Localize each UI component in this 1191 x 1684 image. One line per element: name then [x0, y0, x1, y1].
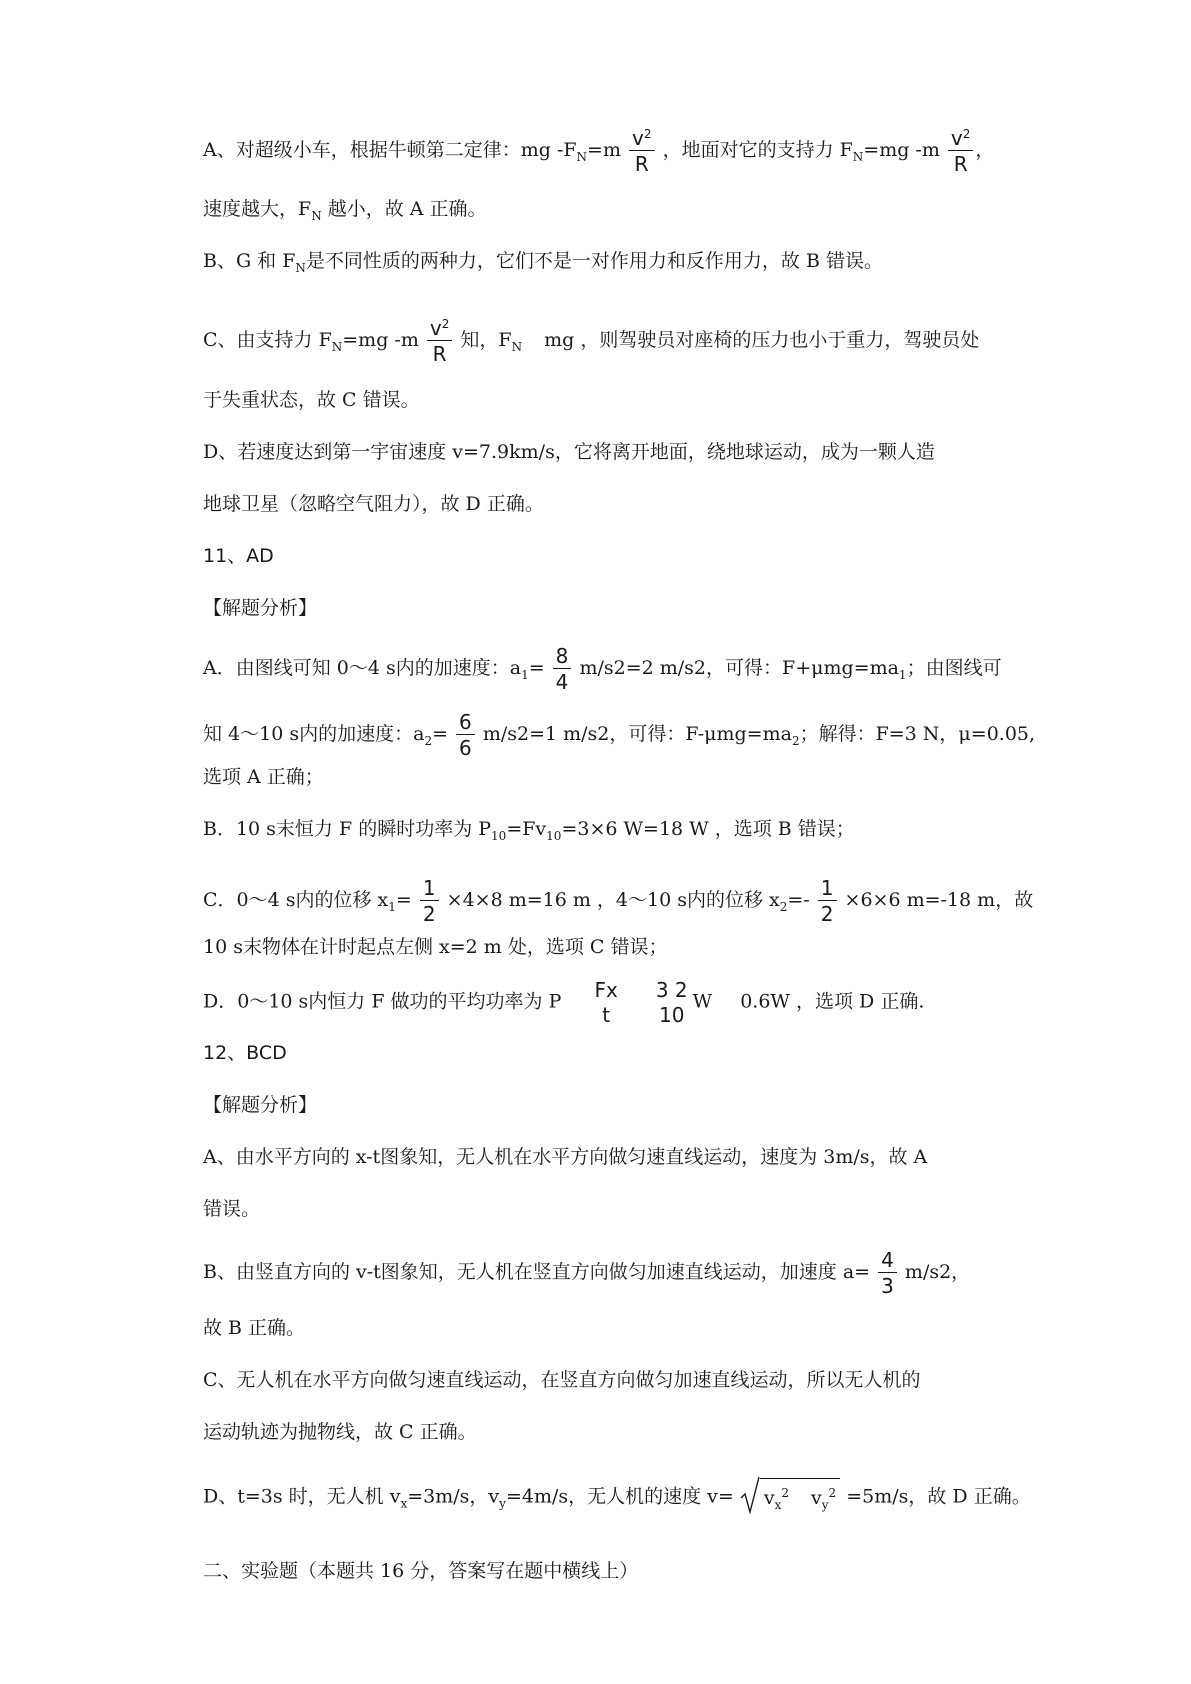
- q10-option-a-line2: 速度越大，$F_N$ 越小，故 A 正确。: [203, 198, 487, 223]
- q12-option-c-line1: C、无人机在水平方向做匀速直线运动，在竖直方向做匀加速直线运动，所以无人机的: [203, 1369, 921, 1391]
- q11-answer: 11、AD: [203, 545, 274, 567]
- q11-option-a-line1: A．由图线可知 0～4 s内的加速度：$a_1=$ $\frac{8}{4}$ m/s2=2 m/s2，可得：$F+\mu mg=ma_1$；由图线可: [203, 644, 1002, 694]
- square-root-expression: $v_x^2$ $v_y^2$: [740, 1478, 840, 1517]
- fraction-v2-over-r: $\frac{v^2}{R}$: [427, 318, 452, 364]
- q12-option-b-line2: 故 B 正确。: [203, 1317, 306, 1339]
- fraction-v2-over-r: $\frac{v^2}{R}$: [629, 128, 654, 174]
- q12-option-c-line2: 运动轨迹为抛物线，故 C 正确。: [203, 1421, 477, 1443]
- q10-option-d-line2: 地球卫星（忽略空气阻力），故 D 正确。: [203, 493, 544, 515]
- q10-option-c-line1: C、由支持力 $F_N=mg$ -m $\frac{v^2}{R}$ 知，$F_N$ mg ，则驾驶员对座椅的压力也小于重力，驾驶员处: [203, 316, 980, 366]
- q10-option-c-line2: 于失重状态，故 C 错误。: [203, 389, 420, 411]
- section-2-heading: 二、实验题（本题共 16 分，答案写在题中横线上）: [203, 1560, 639, 1582]
- q11-option-d: D．0～10 s内恒力 F 做功的平均功率为 P Fx t 3 2 10 W 0.6W ，选项 D 正确.: [203, 978, 925, 1027]
- q11-option-b: B．10 s末恒力 F 的瞬时功率为 $P_{10}=Fv_{10}=3\times 6$ W=18 W ，选项 B 错误；: [203, 818, 855, 843]
- fraction-1-over-2: $\frac{1}{2}$: [818, 878, 837, 924]
- q10-option-d-line1: D、若速度达到第一宇宙速度 v=7.9km/s，它将离开地面，绕地球运动，成为一颗人造: [203, 441, 935, 463]
- fraction-fx-over-t: Fx t: [594, 978, 618, 1027]
- q12-option-a-line2: 错误。: [203, 1198, 261, 1220]
- q11-option-c-line2: 10 s末物体在计时起点左侧 x=2 m 处，选项 C 错误；: [203, 936, 668, 958]
- q11-option-a-line2: 知 4～10 s内的加速度：$a_2=$ $\frac{6}{6}$ m/s2=1 m/s2，可得：$F-\mu mg=ma_2$；解得：F=3 N，μ=0.05,: [203, 710, 1036, 760]
- fraction-3x2-over-10: 3 2 10: [655, 978, 688, 1027]
- subscript-n: N: [576, 150, 588, 164]
- q11-option-c-line1: C．0～4 s内的位移 $x_1=$ $\frac{1}{2}$ ×4×8 m=16 m ，4～10 s内的位移 $x_2=-$ $\frac{1}{2}$ ×6×6 m=-18 m，故: [203, 876, 1034, 926]
- fraction-1-over-2: $\frac{1}{2}$: [420, 878, 439, 924]
- q10-option-b: B、G 和 $F_N$是不同性质的两种力，它们不是一对作用力和反作用力，故 B 错误。: [203, 250, 883, 275]
- fraction-6-over-6: $\frac{6}{6}$: [456, 712, 475, 758]
- q11-analysis-heading: 【解题分析】: [203, 597, 318, 619]
- fraction-8-over-4: $\frac{8}{4}$: [553, 646, 572, 692]
- q12-option-a-line1: A、由水平方向的 x-t图象知，无人机在水平方向做匀速直线运动，速度为 3m/s，故 A: [203, 1146, 928, 1168]
- q12-option-b-line1: B、由竖直方向的 v-t图象知，无人机在竖直方向做匀加速直线运动，加速度 a= $\frac{4}{3}$ m/s2，: [203, 1248, 971, 1298]
- radical-sign-icon: [740, 1476, 760, 1514]
- q12-answer: 12、BCD: [203, 1042, 287, 1064]
- q12-option-d: D、t=3s 时，无人机 $v_x=3m/s$，$v_y=4m/s$，无人机的速度 v= $v_x^2$ $v_y^2 =5m/s$，故 D 正确。: [203, 1478, 1031, 1517]
- fraction-4-over-3: $\frac{4}{3}$: [878, 1250, 897, 1296]
- q12-analysis-heading: 【解题分析】: [203, 1094, 318, 1116]
- fraction-v2-over-r: $\frac{v^2}{R}$: [948, 128, 973, 174]
- q11-option-a-line3: 选项 A 正确；: [203, 766, 324, 788]
- q10-option-a-line1: A、对超级小车，根据牛顿第二定律：mg $-F_N=m$ $\frac{v^2}{R}$ ，地面对它的支持力 $F_N=mg$ -m $\frac{v^2}{R}$ ，: [203, 126, 995, 176]
